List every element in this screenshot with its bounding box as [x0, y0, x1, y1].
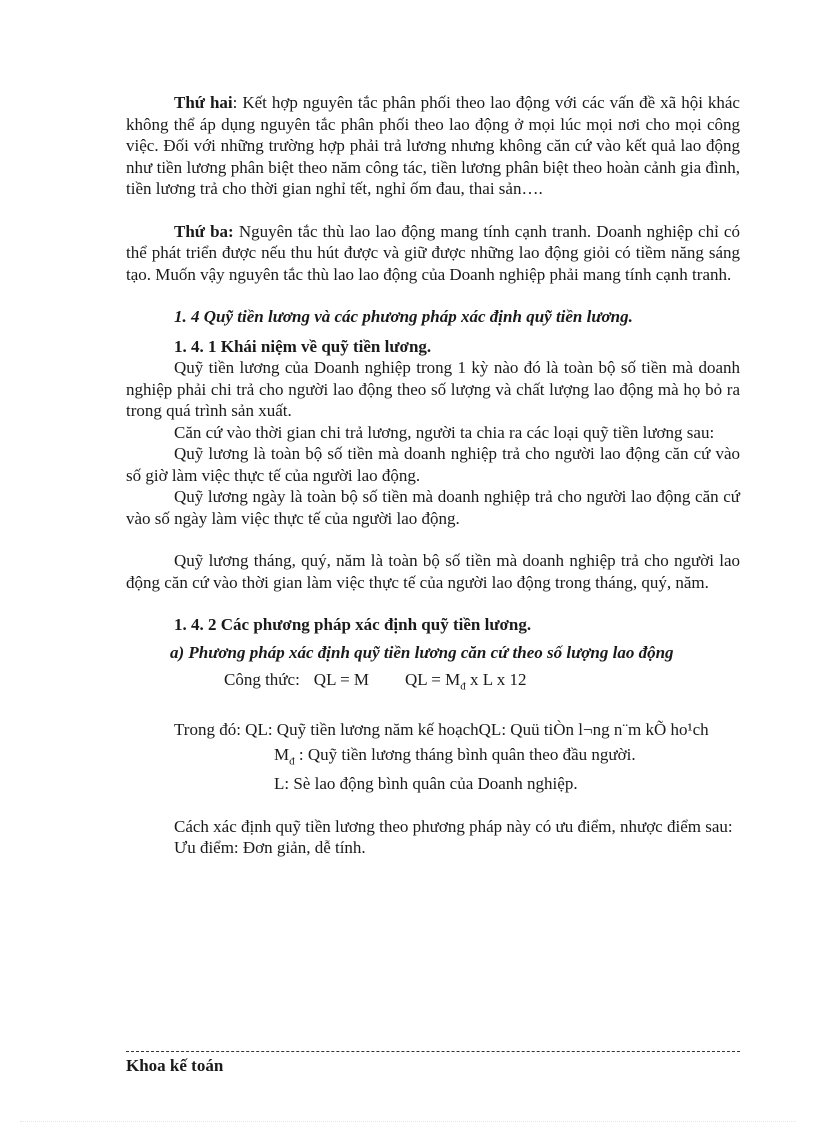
paragraph-141-1: Quỹ tiền lương của Doanh nghiệp trong 1 kỳ nào đó là toàn bộ số tiền mà doanh nghiệp phải chi trả cho người lao động theo số lượng và chất lượng lao động mà họ bỏ ra trong quá trình sản xuất. [126, 358, 740, 420]
where-l: L: Sè lao động bình quân của Doanh nghiệp. [274, 774, 578, 794]
paragraph-cach: Cách xác định quỹ tiền lương theo phương pháp này có ưu điểm, nhược điểm sau: [174, 816, 733, 836]
paragraph-141-4: Quỹ lương ngày là toàn bộ số tiền mà doanh nghiệp trả cho người lao động căn cứ vào số ngày làm việc thực tế của người lao động. [126, 487, 740, 528]
document-page [126, 92, 740, 859]
lead-thu-hai: Thứ hai [174, 93, 233, 112]
formula-label: Công thức: [224, 670, 300, 689]
paragraph-thu-hai [126, 92, 740, 200]
paragraph-uu-diem: Ưu điểm: Đơn giản, dễ tính. [174, 838, 366, 858]
formula-line [126, 669, 740, 698]
text-thu-hai: : Kết hợp nguyên tắc phân phối theo lao động với các vấn đề xã hội khác không thể áp dụng nguyên tắc phân phối theo lao động ở mọi lúc mọi nơi cho mọi công việc. Đối với những trường hợp phải trả lương nhưng không căn cứ vào kết quả lao động như tiền lương phân biệt theo năm công tác, tiền lương phân biệt theo hoàn cảnh gia đình, tiền lương trả cho thời gian nghỉ tết, nghỉ ốm đau, thai sản…. [126, 93, 740, 198]
lead-thu-ba: Thứ ba: [174, 221, 234, 241]
formula-1: QL = M [313, 670, 370, 689]
paragraph-141-2: Căn cứ vào thời gian chi trả lương, người ta chia ra các loại quỹ tiền lương sau: [174, 422, 715, 442]
heading-a: a) Phương pháp xác định quỹ tiền lương căn cứ theo số lượng lao động [170, 642, 674, 662]
where-line-1: Trong đó: QL: Quỹ tiền lương năm kế hoạchQL: Quü tiÒn l¬ng n¨m kÕ ho¹ch [174, 719, 709, 739]
page-bottom-dots [20, 1121, 796, 1122]
text-thu-ba: Nguyên tắc thù lao lao động mang tính cạnh tranh. Doanh nghiệp chỉ có thể phát triển được nếu thu hút được và giữ được những lao động giỏi có tiềm năng sáng tạo. Muốn vậy nguyên tắc thù lao lao động của Doanh nghiệp phải mang tính cạnh tranh. [126, 221, 740, 284]
formula-2: QL = $M_đ$ x L x 12 [405, 670, 527, 693]
where-md: $M_đ$ : Quỹ tiền lương tháng bình quân theo đầu người. [274, 745, 636, 768]
paragraph-quy-thang: Quỹ lương tháng, quý, năm là toàn bộ số tiền mà doanh nghiệp trả cho người lao động căn cứ vào thời gian làm việc thực tế của người lao động trong tháng, quý, năm. [126, 551, 740, 592]
footer-text: Khoa kế toán [126, 1056, 224, 1075]
heading-1-4-1: 1. 4. 1 Khái niệm về quỹ tiền lương. [174, 336, 432, 356]
paragraph-141-3: Quỹ lương là toàn bộ số tiền mà doanh nghiệp trả cho người lao động căn cứ vào số giờ làm việc thực tế của người lao động. [126, 444, 740, 485]
paragraph-thu-ba [126, 221, 740, 286]
heading-1-4-2: 1. 4. 2 Các phương pháp xác định quỹ tiền lương. [174, 615, 532, 634]
heading-1-4: 1. 4 Quỹ tiền lương và các phương pháp xác định quỹ tiền lương. [174, 307, 633, 326]
footer-divider [126, 1051, 740, 1052]
